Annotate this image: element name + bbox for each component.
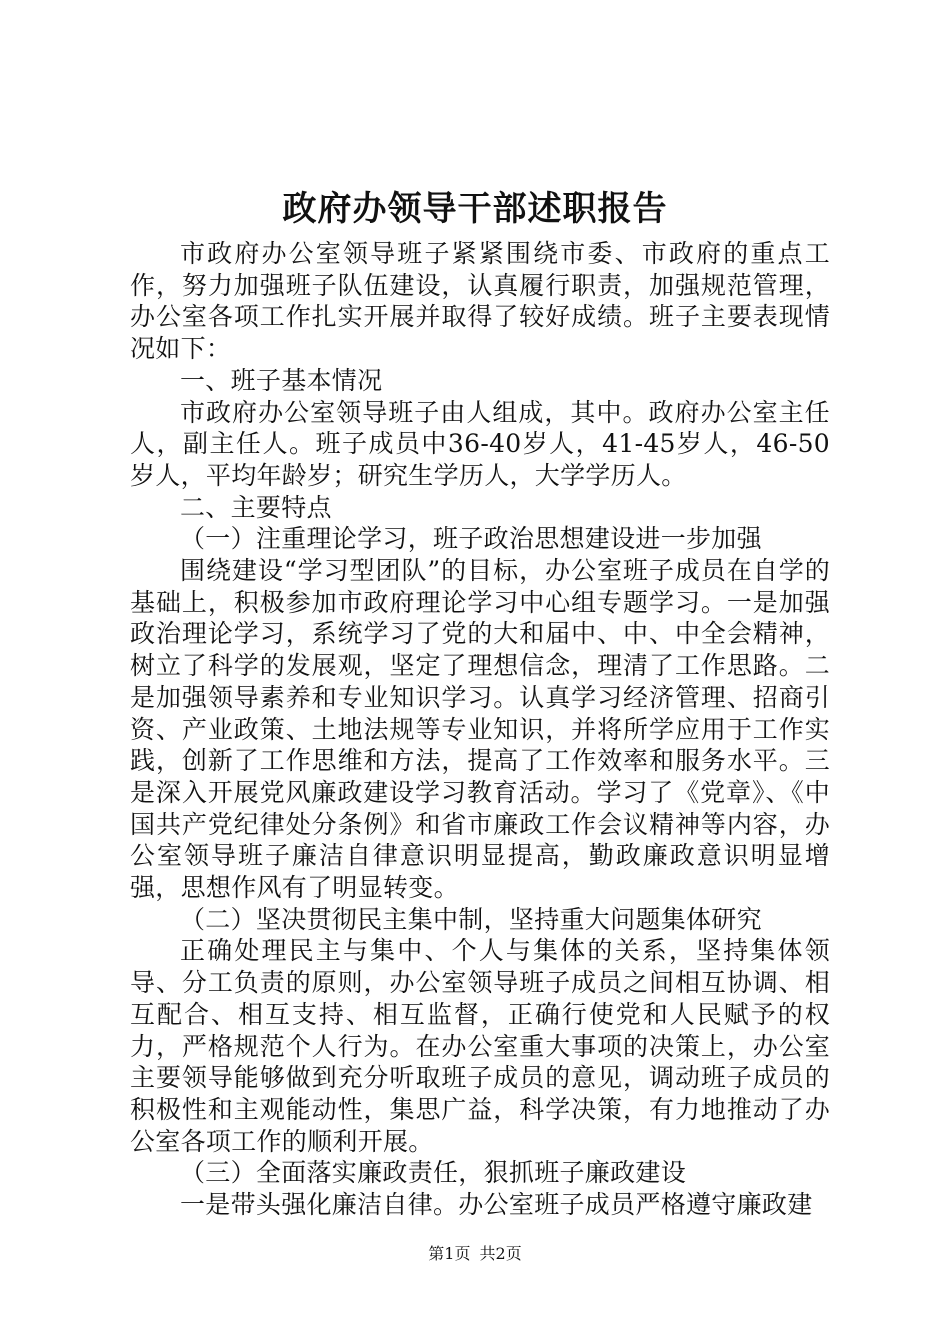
subheading-democratic-centralism: （二）坚决贯彻民主集中制，坚持重大问题集体研究 [180, 904, 762, 934]
paragraph-basic-info: 市政府办公室领导班子由人组成，其中。政府办公室主任人，副主任人。班子成员中36-40岁人，41-45岁人，46-50岁人，平均年龄岁；研究生学历人，大学学历人。 [130, 397, 830, 490]
subheading-theory-study: （一）注重理论学习，班子政治思想建设进一步加强 [180, 524, 762, 554]
paragraph-theory-study: 围绕建设“学习型团队”的目标，办公室班子成员在自学的基础上，积极参加市政府理论学习中心组专题学习。一是加强政治理论学习，系统学习了党的大和届中、中、中全会精神，树立了科学的发展观，坚定了理想信念，理清了工作思路。二是加强领导素养和专业知识学习。认真学习经济管理、招商引资、产业政策、土地法规等专业知识，并将所学应用于工作实践，创新了工作思维和方法，提高了工作效率和服务水平。三是深入开展党风廉政建设学习教育活动。学习了《党章》、《中国共产党纪律处分条例》和省市廉政工作会议精神等内容，办公室领导班子廉洁自律意识明显提高，勤政廉政意识明显增强，思想作风有了明显转变。 [130, 556, 830, 903]
section-heading-main-features: 二、主要特点 [180, 492, 332, 522]
subheading-integrity: （三）全面落实廉政责任，狠抓班子廉政建设 [180, 1158, 687, 1188]
page-number: 第1页 [428, 1244, 471, 1263]
paragraph-integrity: 一是带头强化廉洁自律。办公室班子成员严格遵守廉政建 [180, 1190, 813, 1220]
page-footer [0, 1243, 950, 1265]
paragraph-intro: 市政府办公室领导班子紧紧围绕市委、市政府的重点工作，努力加强班子队伍建设，认真履行职责，加强规范管理，办公室各项工作扎实开展并取得了较好成绩。班子主要表现情况如下： [130, 239, 830, 364]
page-total: 共2页 [479, 1244, 522, 1263]
paragraph-democratic-centralism: 正确处理民主与集中、个人与集体的关系，坚持集体领导、分工负责的原则，办公室领导班子成员之间相互协调、相互配合、相互支持、相互监督，正确行使党和人民赋予的权力，严格规范个人行为。在办公室重大事项的决策上，办公室主要领导能够做到充分听取班子成员的意见，调动班子成员的积极性和主观能动性，集思广益，科学决策，有力地推动了办公室各项工作的顺利开展。 [130, 936, 830, 1156]
document-body [130, 238, 830, 1221]
section-heading-basic-info: 一、班子基本情况 [180, 365, 383, 395]
document-title: 政府办领导干部述职报告 [282, 189, 668, 229]
